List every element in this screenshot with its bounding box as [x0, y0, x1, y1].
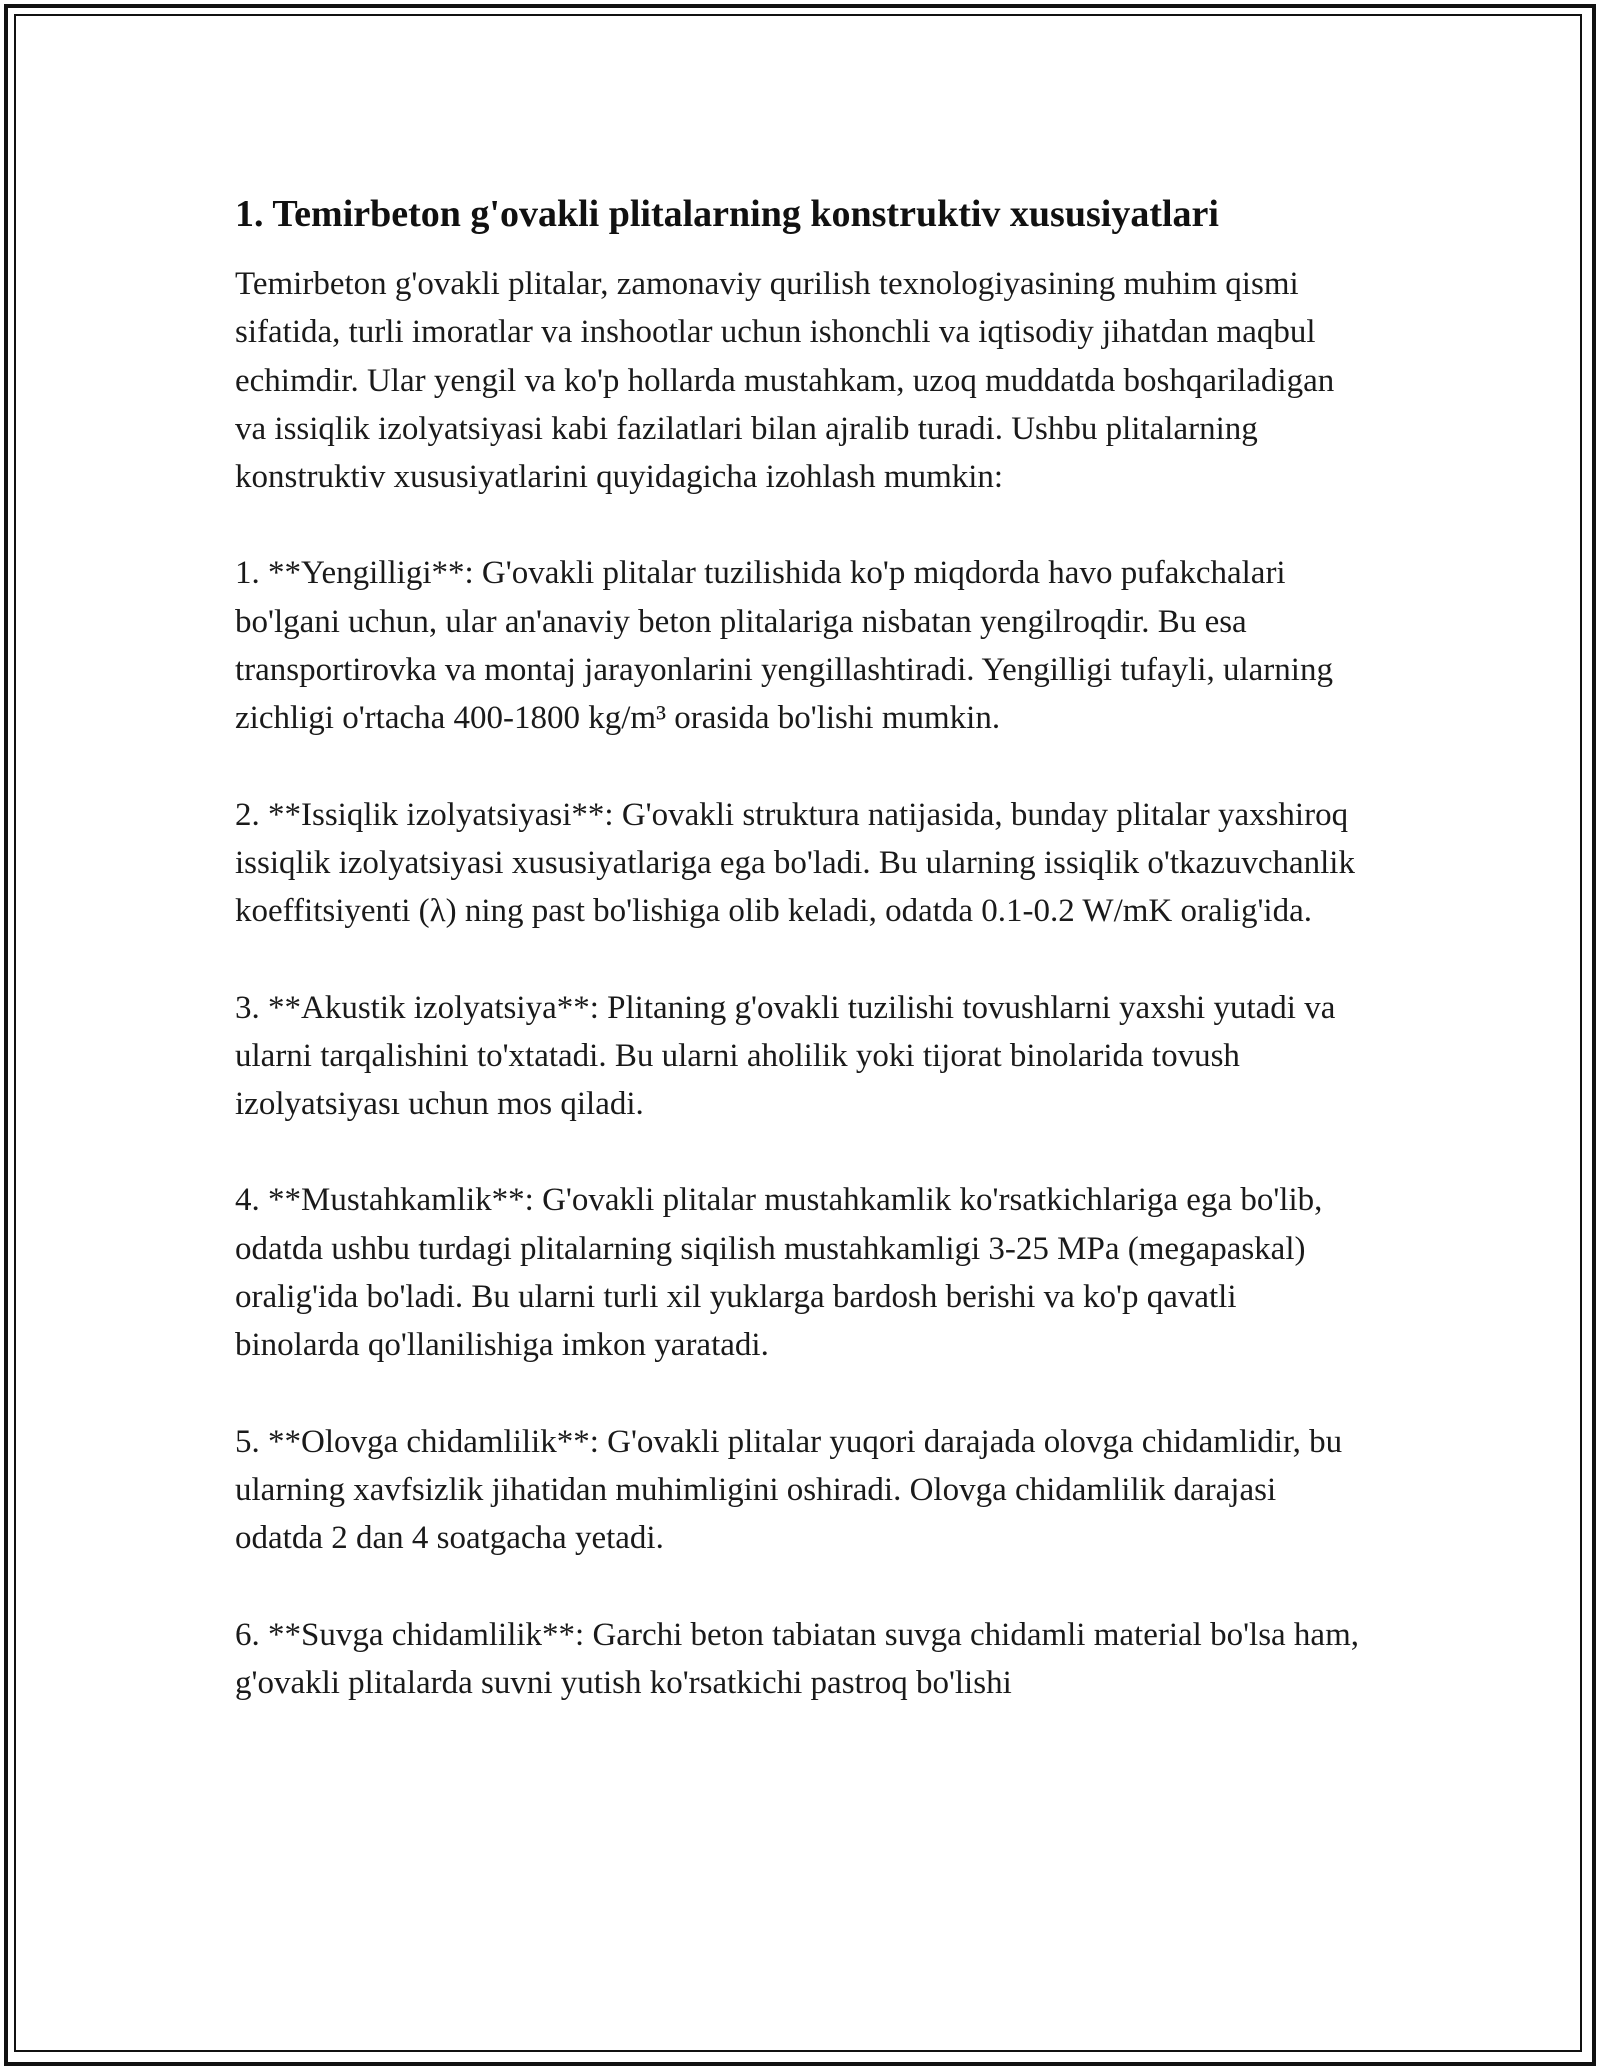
item-lightness: 1. **Yengilligi**: G'ovakli plitalar tuzilishida ko'p miqdorda havo pufakchalari bo'lgani uchun, ular an'anaviy beton plitalariga nisbatan yengilroqdir. Bu esa transportirovka va montaj jarayonlarini yengillashtiradi. Yengilligi tufayli, ularning zichligi o'rtacha 400-1800 kg/m³ orasida bo'lishi mumkin.: [235, 555, 1333, 737]
item-fire-resistance: 5. **Olovga chidamlilik**: G'ovakli plitalar yuqori darajada olovga chidamlidir, bu ularning xavfsizlik jihatidan muhimligini oshiradi. Olovga chidamlilik darajasi odatda 2 dan 4 soatgacha yetadi.: [235, 1423, 1343, 1557]
intro-paragraph: Temirbeton g'ovakli plitalar, zamonaviy qurilish texnologiyasining muhim qismi sifatida, turli imoratlar va inshootlar uchun ishonchli va iqtisodiy jihatdan maqbul echimdir. Ular yengil va ko'p hollarda mustahkam, uzoq muddatda boshqariladigan va issiqlik izolyatsiyasi kabi fazilatlari bilan ajralib turadi. Ushbu plitalarning konstruktiv xususiyatlarini quyidagicha izohlash mumkin:: [235, 266, 1335, 496]
item-water-resistance: 6. **Suvga chidamlilik**: Garchi beton tabiatan suvga chidamli material bo'lsa ham, g'ovakli plitalarda suvni yutish ko'rsatkichi pastroq bo'lishi: [235, 1616, 1359, 1701]
item-strength: 4. **Mustahkamlik**: G'ovakli plitalar mustahkamlik ko'rsatkichlariga ega bo'lib, odatda ushbu turdagi plitalarning siqilish mustahkamligi 3-25 MPa (megapaskal) oralig'ida bo'ladi. Bu ularni turli xil yuklarga bardosh berishi va ko'p qavatli binolarda qo'llanilishiga imkon yaratadi.: [235, 1182, 1323, 1364]
document-title: 1. Temirbeton g'ovakli plitalarning konstruktiv xususiyatlari: [235, 193, 1219, 235]
item-thermal-insulation: 2. **Issiqlik izolyatsiyasi**: G'ovakli struktura natijasida, bunday plitalar yaxshiroq issiqlik izolyatsiyasi xususiyatlariga ega bo'ladi. Bu ularning issiqlik o'tkazuvchanlik koeffitsiyenti (λ) ning past bo'lishiga olib keladi, odatda 0.1-0.2 W/mK oralig'ida.: [235, 796, 1355, 930]
document-body: [235, 190, 1365, 1707]
item-acoustic-insulation: 3. **Akustik izolyatsiya**: Plitaning g'ovakli tuzilishi tovushlarni yaxshi yutadi va ularni tarqalishini to'xtatadi. Bu ularni aholilik yoki tijorat binolarida tovush izolyatsiyası uchun mos qiladi.: [235, 989, 1336, 1123]
